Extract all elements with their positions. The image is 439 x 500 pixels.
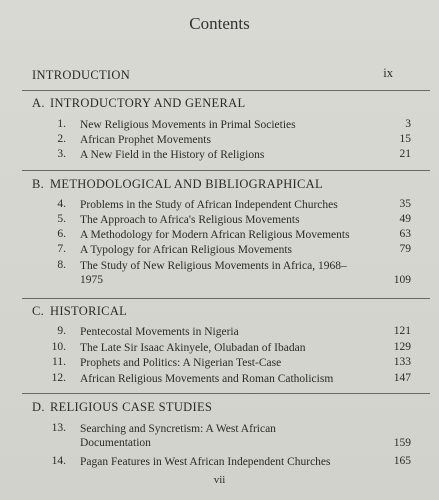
page-title: Contents (189, 14, 250, 33)
section-heading-a (32, 96, 245, 111)
entry-title: African Prophet Movements (80, 134, 211, 146)
entry-page-number: 3 (405, 118, 411, 130)
section-divider (22, 393, 430, 394)
section-heading-c (32, 304, 127, 319)
entry-title: Prophets and Politics: A Nigerian Test-Case (80, 357, 282, 369)
section-divider (22, 170, 430, 171)
entry-page-number: 35 (399, 198, 411, 210)
section-title: METHODOLOGICAL AND BIBLIOGRAPHICAL (50, 177, 323, 191)
entry-title: The Late Sir Isaac Akinyele, Olubadan of Ibadan (80, 342, 306, 354)
entry-page-number: 165 (393, 455, 411, 467)
entry-title: A New Field in the History of Religions (80, 149, 265, 161)
entry-title: Problems in the Study of African Independent Churches (80, 199, 338, 211)
entry-number: 8. (57, 259, 66, 271)
entry-title: Searching and Syncretism: A West African Documentation (80, 423, 276, 449)
entry-title: The Approach to Africa's Religious Movements (80, 214, 300, 226)
entry-number: 6. (57, 228, 66, 240)
entry-number: 11. (52, 356, 66, 368)
entry-page-number: 63 (399, 228, 411, 240)
entry-page-number: 133 (393, 356, 411, 368)
entry-title: African Religious Movements and Roman Catholicism (80, 373, 334, 385)
entry-page-number: 109 (393, 274, 411, 286)
entry-title: A Typology for African Religious Movements (80, 244, 293, 256)
entry-number: 3. (57, 148, 66, 160)
entry-title: A Methodology for Modern African Religious Movements (80, 229, 350, 241)
section-title: HISTORICAL (50, 304, 128, 318)
entry-title: New Religious Movements in Primal Societies (80, 119, 296, 131)
entry-page-number: 49 (399, 213, 411, 225)
entry-number: 4. (57, 198, 66, 210)
section-title: RELIGIOUS CASE STUDIES (50, 400, 213, 414)
section-letter: D. (32, 400, 45, 414)
entry-number: 14. (51, 455, 66, 467)
entry-title: Pagan Features in West African Independent Churches (80, 456, 331, 468)
introduction-page-number: ix (383, 66, 393, 80)
entry-page-number: 129 (393, 341, 411, 353)
introduction-label: INTRODUCTION (32, 68, 131, 82)
entry-page-number: 79 (399, 243, 411, 255)
entry-title: The Study of New Religious Movements in Africa, 1968–1975 (80, 260, 347, 286)
entry-number: 5. (57, 213, 66, 225)
entry-number: 9. (57, 325, 66, 337)
entry-title: Pentecostal Movements in Nigeria (80, 326, 239, 338)
entry-page-number: 21 (399, 148, 411, 160)
section-title: INTRODUCTORY AND GENERAL (50, 96, 246, 110)
section-letter: B. (32, 177, 45, 191)
section-divider (22, 90, 430, 91)
entry-number: 12. (51, 372, 66, 384)
entry-number: 2. (57, 133, 66, 145)
entry-page-number: 121 (393, 325, 411, 337)
section-heading-d (32, 400, 212, 415)
entry-number: 13. (51, 422, 66, 434)
entry-page-number: 15 (399, 133, 411, 145)
entry-number: 1. (57, 118, 66, 130)
entry-page-number: 147 (393, 372, 411, 384)
section-letter: C. (32, 304, 45, 318)
entry-number: 10. (51, 341, 66, 353)
entry-number: 7. (57, 243, 66, 255)
section-letter: A. (32, 96, 45, 110)
entry-page-number: 159 (393, 437, 411, 449)
page-folio: vii (213, 474, 226, 486)
section-heading-b (32, 177, 323, 192)
section-divider (22, 298, 430, 299)
